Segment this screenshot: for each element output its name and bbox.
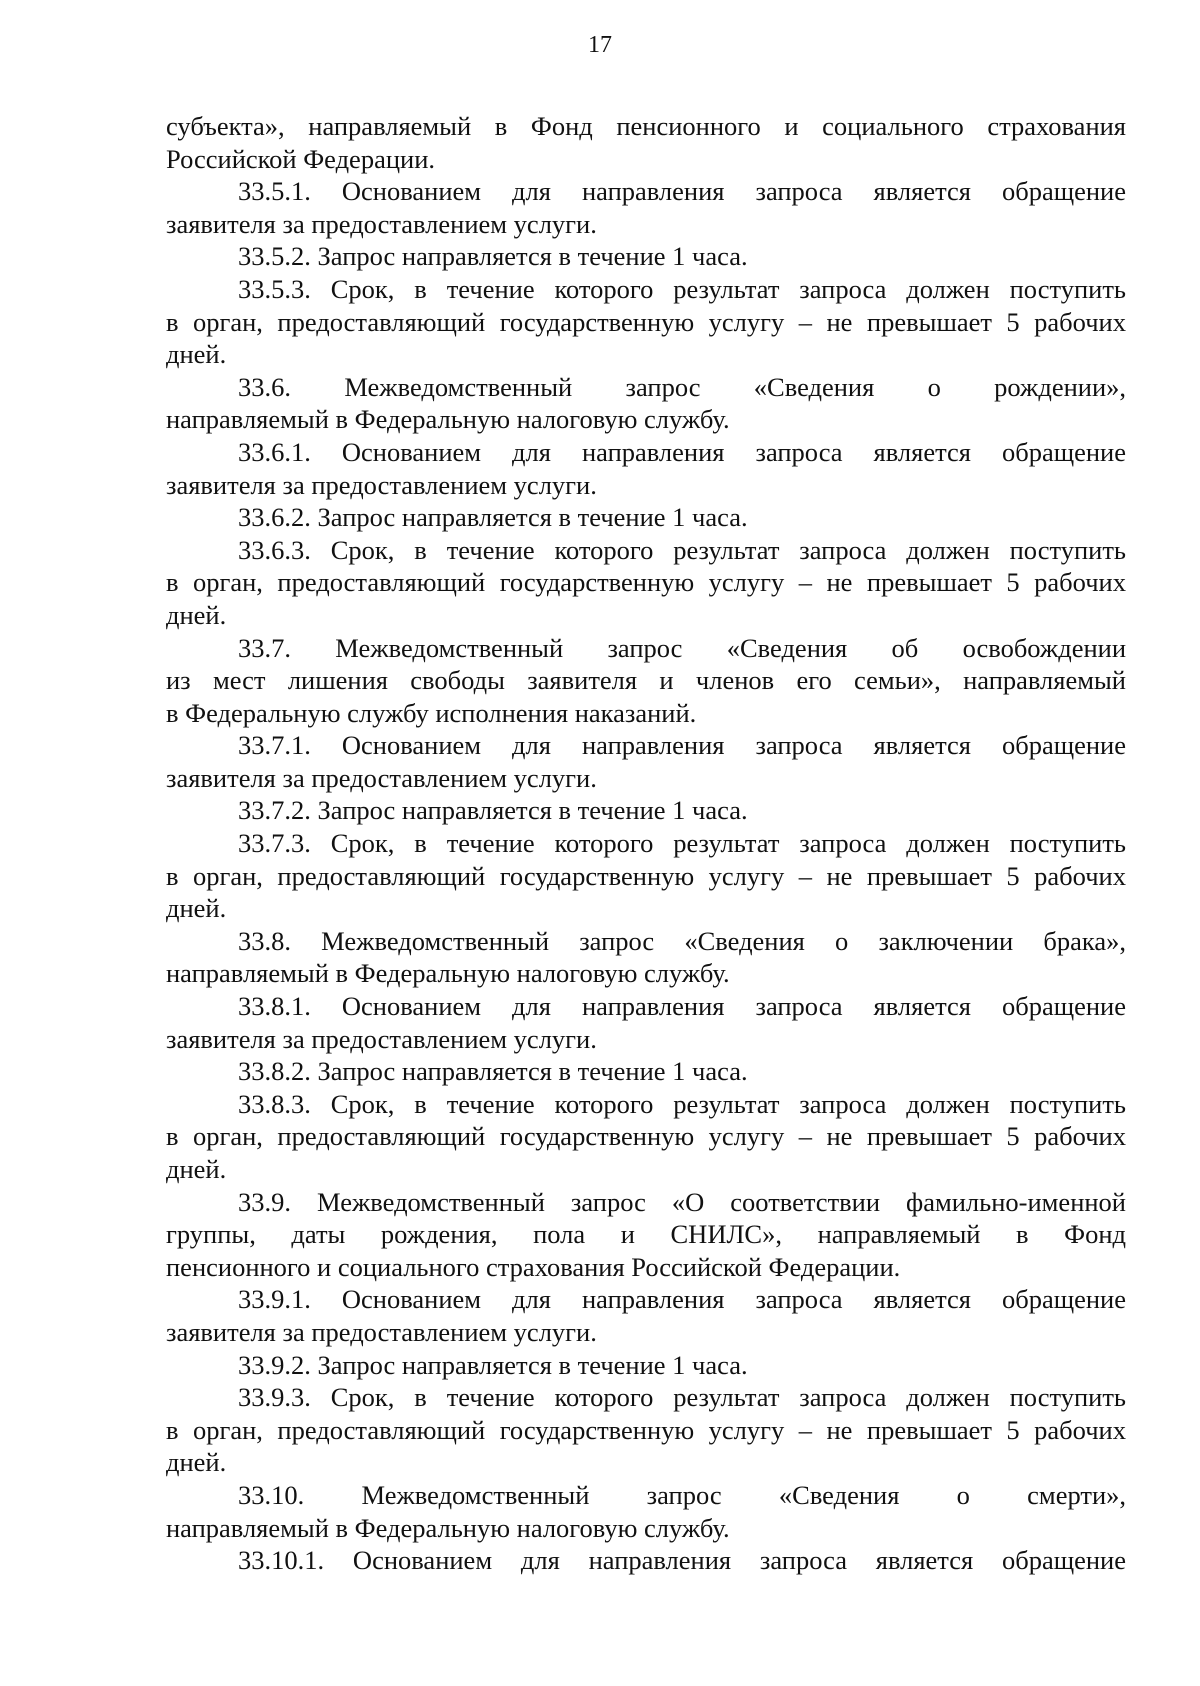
text-line: направляемый в Федеральную налоговую службу.: [166, 958, 730, 989]
text-line: 33.10.1. Основанием для направления запроса является обращение: [238, 1545, 1126, 1576]
text-line: в орган, предоставляющий государственную услугу – не превышает 5 рабочих: [166, 306, 1126, 337]
text-line: в орган, предоставляющий государственную услугу – не превышает 5 рабочих: [166, 1414, 1126, 1445]
text-line: 33.8.2. Запрос направляется в течение 1 часа.: [238, 1056, 748, 1087]
text-line: заявителя за предоставлением услуги.: [166, 1023, 597, 1054]
document-body: [166, 110, 1126, 1577]
text-line: 33.6.1. Основанием для направления запроса является обращение: [238, 436, 1126, 467]
text-line: 33.5.3. Срок, в течение которого результат запроса должен поступить: [238, 273, 1126, 304]
text-line: дней.: [166, 893, 227, 924]
text-line: 33.8.1. Основанием для направления запроса является обращение: [238, 991, 1126, 1022]
text-line: в Федеральную службу исполнения наказаний.: [166, 697, 697, 728]
text-line: 33.7.2. Запрос направляется в течение 1 часа.: [238, 795, 748, 826]
text-line: в орган, предоставляющий государственную услугу – не превышает 5 рабочих: [166, 1121, 1126, 1152]
text-line: пенсионного и социального страхования Российской Федерации.: [166, 1251, 901, 1282]
text-line: 33.10. Межведомственный запрос «Сведения о смерти»,: [238, 1479, 1126, 1510]
text-line: 33.9. Межведомственный запрос «О соответствии фамильно-именной: [238, 1186, 1126, 1217]
text-line: дней.: [166, 1447, 227, 1478]
text-line: дней.: [166, 599, 227, 630]
text-line: Российской Федерации.: [166, 143, 435, 174]
text-line: заявителя за предоставлением услуги.: [166, 1316, 597, 1347]
text-line: дней.: [166, 339, 227, 370]
text-line: направляемый в Федеральную налоговую службу.: [166, 404, 730, 435]
text-line: 33.9.2. Запрос направляется в течение 1 часа.: [238, 1349, 748, 1380]
text-line: заявителя за предоставлением услуги.: [166, 469, 597, 500]
text-line: направляемый в Федеральную налоговую службу.: [166, 1512, 730, 1543]
page-number: 17: [588, 32, 612, 58]
text-line: из мест лишения свободы заявителя и членов его семьи», направляемый: [166, 665, 1126, 696]
text-line: дней.: [166, 1154, 227, 1184]
text-line: 33.5.1. Основанием для направления запроса является обращение: [238, 176, 1126, 207]
text-line: в орган, предоставляющий государственную услугу – не превышает 5 рабочих: [166, 860, 1126, 891]
text-line: 33.7.3. Срок, в течение которого результат запроса должен поступить: [238, 828, 1126, 859]
text-line: 33.8.3. Срок, в течение которого результат запроса должен поступить: [238, 1088, 1126, 1119]
text-line: субъекта», направляемый в Фонд пенсионного и социального страхования: [166, 111, 1126, 141]
text-line: 33.7.1. Основанием для направления запроса является обращение: [238, 730, 1126, 761]
text-line: 33.6.2. Запрос направляется в течение 1 часа.: [238, 502, 748, 533]
text-line: 33.6. Межведомственный запрос «Сведения о рождении»,: [238, 371, 1126, 402]
text-line: 33.5.2. Запрос направляется в течение 1 часа.: [238, 241, 748, 272]
text-line: заявителя за предоставлением услуги.: [166, 208, 597, 239]
text-line: группы, даты рождения, пола и СНИЛС», направляемый в Фонд: [166, 1219, 1126, 1250]
text-line: заявителя за предоставлением услуги.: [166, 762, 597, 793]
text-line: 33.9.3. Срок, в течение которого результат запроса должен поступить: [238, 1382, 1126, 1413]
text-line: 33.9.1. Основанием для направления запроса является обращение: [238, 1284, 1126, 1315]
text-line: 33.8. Межведомственный запрос «Сведения о заключении брака»,: [238, 925, 1126, 956]
text-line: 33.7. Межведомственный запрос «Сведения об освобождении: [238, 632, 1126, 663]
text-line: в орган, предоставляющий государственную услугу – не превышает 5 рабочих: [166, 567, 1126, 598]
text-line: 33.6.3. Срок, в течение которого результат запроса должен поступить: [238, 534, 1126, 565]
